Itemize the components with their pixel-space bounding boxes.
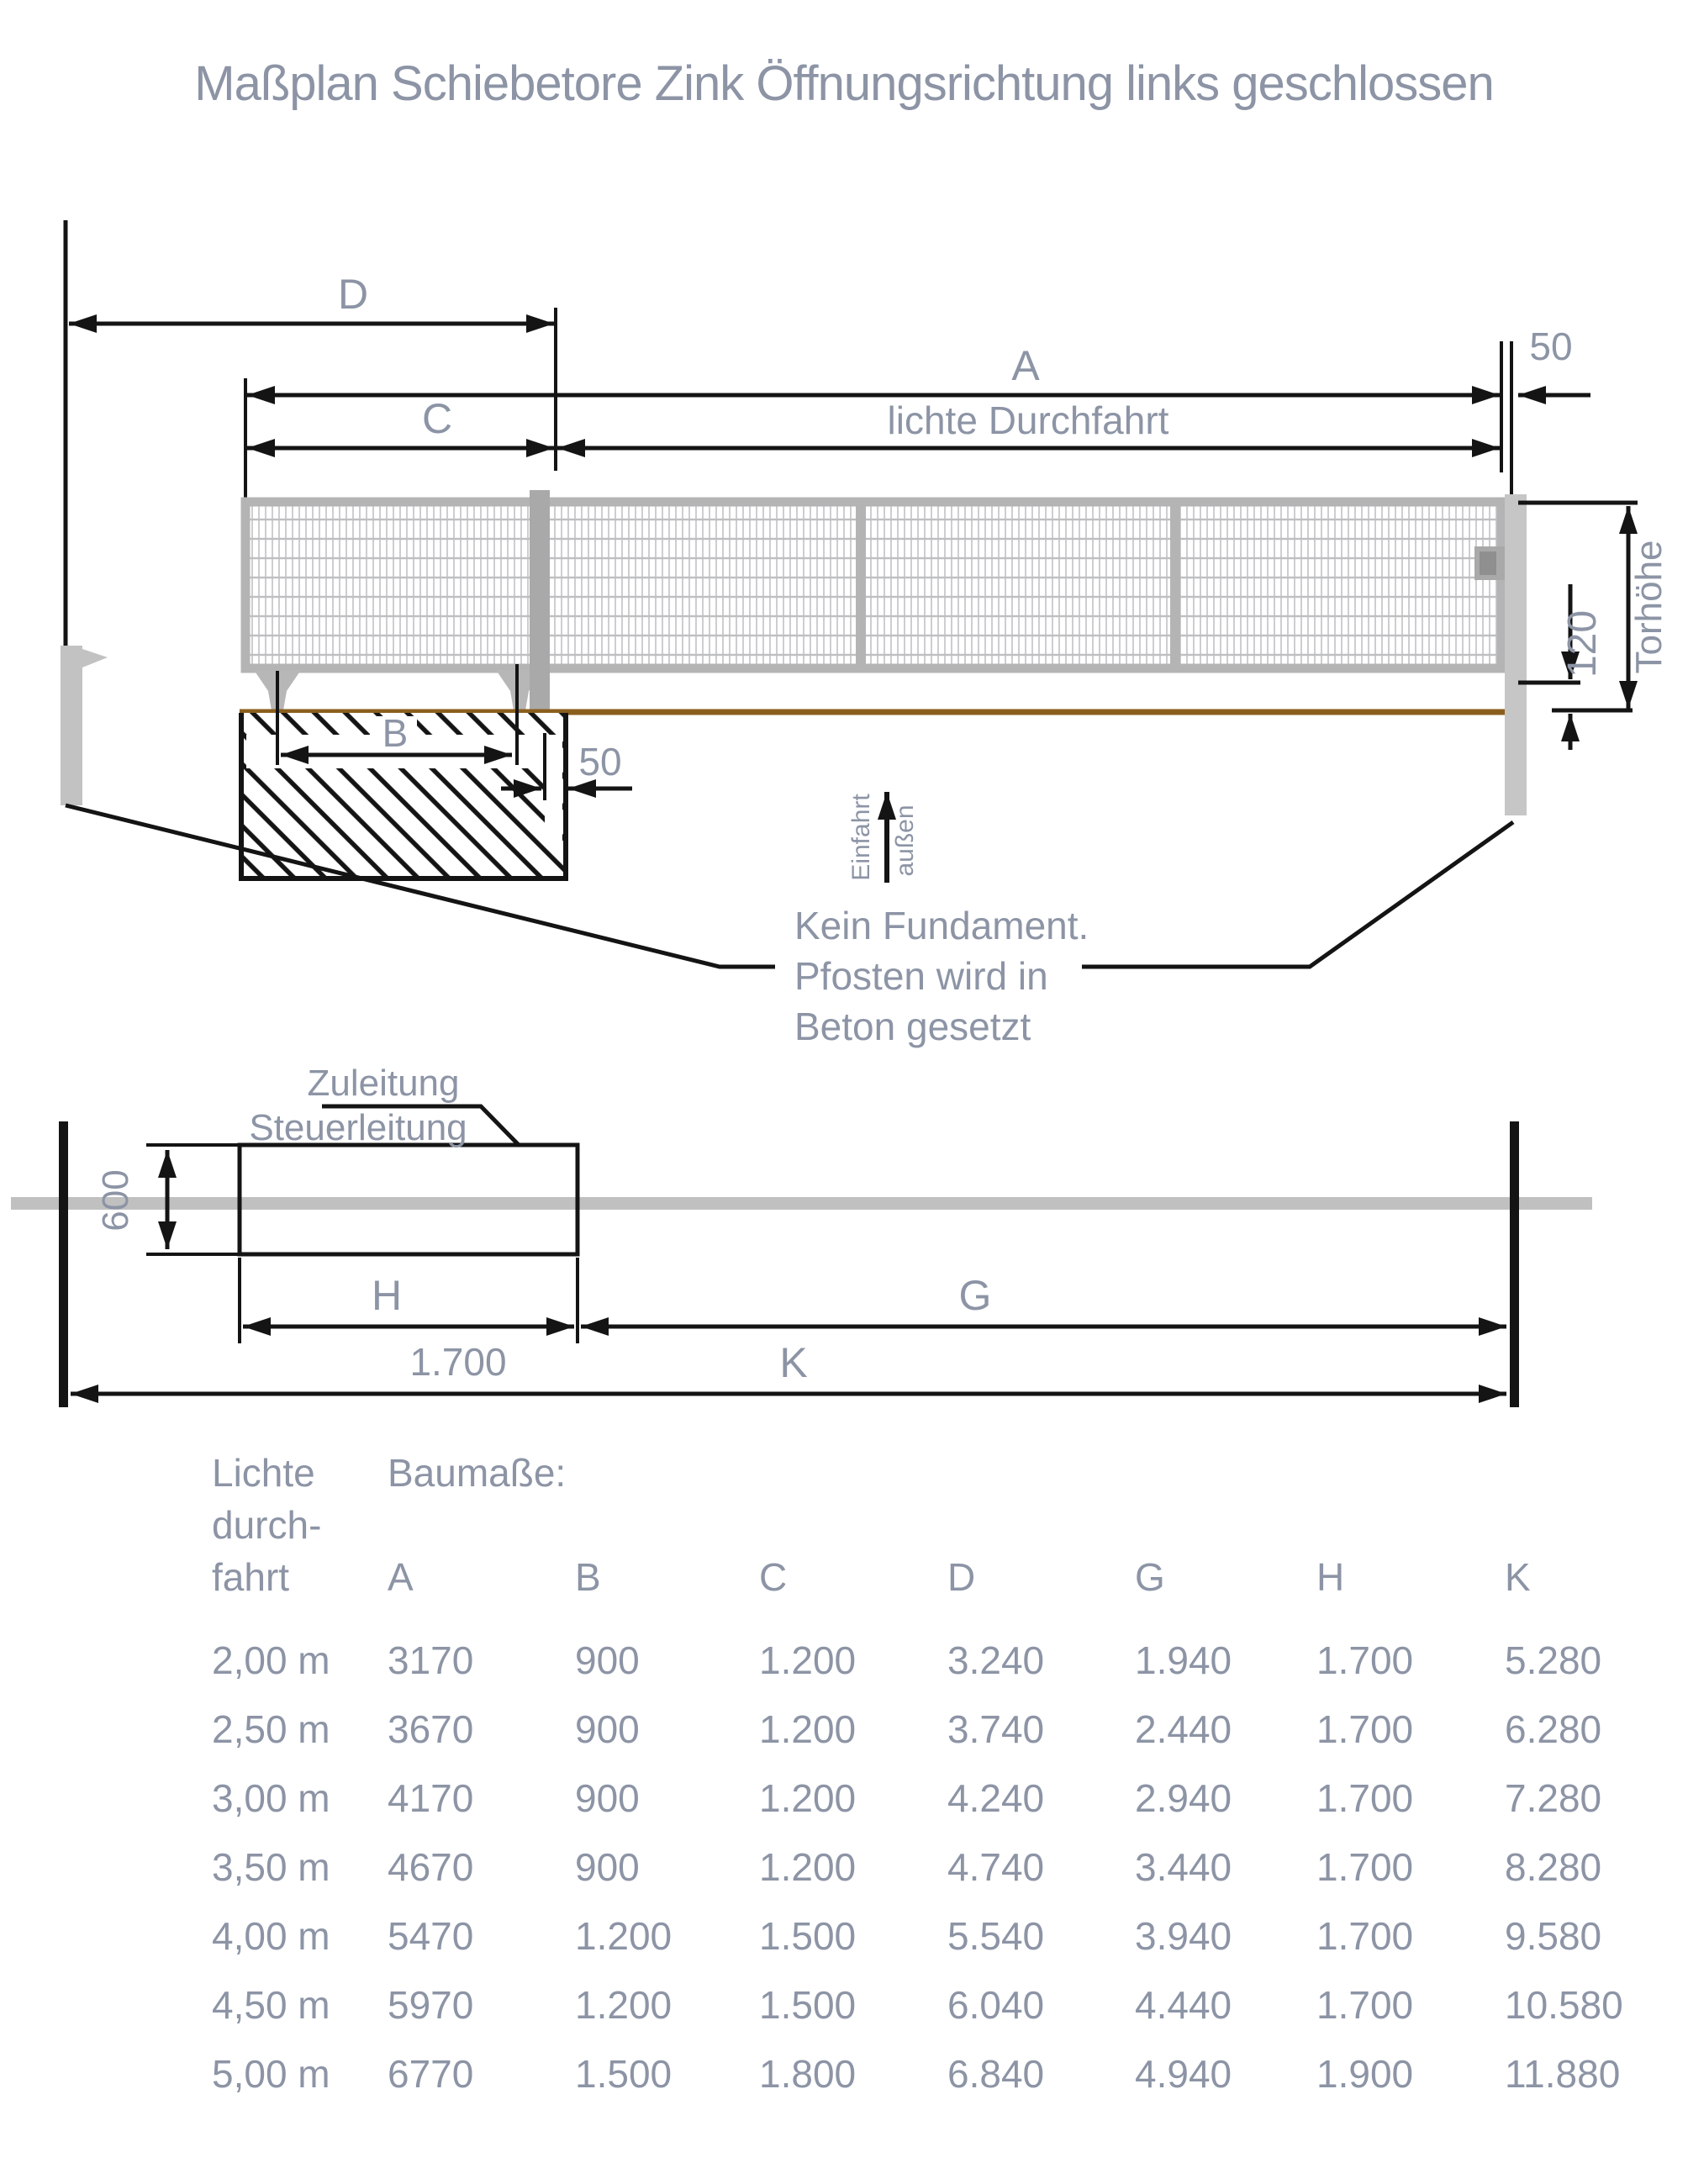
dimension-post-width-50 bbox=[1511, 324, 1590, 494]
plan-view-drawing bbox=[0, 1068, 1688, 1429]
table-cell: 1.500 bbox=[759, 1914, 857, 1958]
note-line-2: Pfosten wird in bbox=[794, 954, 1048, 998]
table-cell: 3,00 m bbox=[212, 1776, 330, 1820]
side-view-drawing bbox=[0, 202, 1688, 1068]
table-cell: 1.200 bbox=[759, 1707, 857, 1751]
einfahrt-label: Einfahrt bbox=[847, 794, 875, 881]
dimension-h bbox=[240, 1258, 578, 1384]
zuleitung-label: Zuleitung bbox=[307, 1068, 460, 1104]
dimension-g bbox=[581, 1272, 1506, 1327]
table-col1-header-line2: durch- bbox=[212, 1503, 322, 1547]
table-col1-header-line1: Lichte bbox=[212, 1451, 315, 1495]
table-cell: 4670 bbox=[388, 1845, 474, 1889]
dim-120-label: 120 bbox=[1560, 609, 1605, 678]
table-cell: 1.900 bbox=[1316, 2052, 1414, 2096]
table-group-header: Baumaße: bbox=[388, 1451, 567, 1495]
table-cell: 1.940 bbox=[1135, 1638, 1232, 1682]
table-cell: 1.700 bbox=[1316, 1638, 1414, 1682]
lichte-durchfahrt-label: lichte Durchfahrt bbox=[887, 398, 1169, 442]
plan-left-post bbox=[59, 1121, 68, 1407]
dim-b-label: B bbox=[382, 711, 409, 755]
dim-edge-gap-label: 50 bbox=[578, 740, 622, 783]
dimension-k bbox=[71, 1339, 1506, 1394]
note-line-1: Kein Fundament. bbox=[794, 904, 1089, 947]
left-boundary-post bbox=[61, 220, 108, 805]
table-cell: 2,50 m bbox=[212, 1707, 330, 1751]
table-cell: 2.940 bbox=[1135, 1776, 1232, 1820]
supply-lines-callout bbox=[249, 1068, 520, 1148]
table-cell: 1.700 bbox=[1316, 1707, 1414, 1751]
table-cell: 8.280 bbox=[1505, 1845, 1602, 1889]
table-cell: 6.040 bbox=[947, 1983, 1045, 2027]
table-cell: 5.280 bbox=[1505, 1638, 1602, 1682]
table-col-k: K bbox=[1505, 1555, 1531, 1599]
table-cell: 5,00 m bbox=[212, 2052, 330, 2096]
table-col-b: B bbox=[575, 1555, 601, 1599]
table-cell: 11.880 bbox=[1505, 2052, 1621, 2096]
table-cell: 1.200 bbox=[759, 1845, 857, 1889]
table-cell: 4.440 bbox=[1135, 1983, 1232, 2027]
dimension-d bbox=[69, 271, 556, 471]
table-cell: 3.240 bbox=[947, 1638, 1045, 1682]
table-col-c: C bbox=[759, 1555, 788, 1599]
table-cell: 900 bbox=[575, 1776, 640, 1820]
table-cell: 1.700 bbox=[1316, 1914, 1414, 1958]
table-cell: 1.700 bbox=[1316, 1845, 1414, 1889]
table-col1-header-line3: fahrt bbox=[212, 1555, 290, 1599]
foundation bbox=[241, 664, 632, 878]
table-cell: 5.540 bbox=[947, 1914, 1045, 1958]
table-cell: 9.580 bbox=[1505, 1914, 1602, 1958]
table-cell: 2,00 m bbox=[212, 1638, 330, 1682]
dim-d-label: D bbox=[337, 271, 369, 318]
gate-right-post bbox=[1505, 494, 1527, 815]
dimension-120 bbox=[1518, 584, 1633, 750]
table-cell: 3.440 bbox=[1135, 1845, 1232, 1889]
table-cell: 6.280 bbox=[1505, 1707, 1602, 1751]
dim-g-label: G bbox=[958, 1272, 992, 1319]
table-cell: 4170 bbox=[388, 1776, 474, 1820]
table-cell: 3170 bbox=[388, 1638, 474, 1682]
table-cell: 3.740 bbox=[947, 1707, 1045, 1751]
table-cell: 1.200 bbox=[575, 1983, 673, 2027]
table-cell: 6770 bbox=[388, 2052, 474, 2096]
table-col-g: G bbox=[1135, 1555, 1165, 1599]
fence-band bbox=[11, 1197, 1592, 1210]
table-cell: 1.500 bbox=[575, 2052, 673, 2096]
dim-c-label: C bbox=[421, 395, 453, 442]
table-col-a: A bbox=[388, 1555, 414, 1599]
table-cell: 2.440 bbox=[1135, 1707, 1232, 1751]
table-cell: 1.700 bbox=[1316, 1776, 1414, 1820]
dim-600-label: 600 bbox=[95, 1169, 136, 1232]
table-cell: 1.800 bbox=[759, 2052, 857, 2096]
table-cell: 7.280 bbox=[1505, 1776, 1602, 1820]
table-cell: 4.240 bbox=[947, 1776, 1045, 1820]
table-col-d: D bbox=[947, 1555, 976, 1599]
plan-right-post bbox=[1510, 1121, 1519, 1407]
table-cell: 1.200 bbox=[759, 1638, 857, 1682]
table-cell: 3.940 bbox=[1135, 1914, 1232, 1958]
page-title: Maßplan Schiebetore Zink Öffnungsrichtung links geschlossen bbox=[194, 56, 1494, 111]
aussen-label: außen bbox=[891, 804, 919, 877]
note-line-3: Beton gesetzt bbox=[794, 1005, 1031, 1048]
table-cell: 4,50 m bbox=[212, 1983, 330, 2027]
table-cell: 3,50 m bbox=[212, 1845, 330, 1889]
gate-mesh-panel bbox=[245, 502, 1501, 668]
dim-h-label: H bbox=[371, 1272, 403, 1319]
dim-post-width-label: 50 bbox=[1529, 324, 1573, 368]
table-cell: 10.580 bbox=[1505, 1983, 1623, 2027]
dim-a-label: A bbox=[1011, 342, 1040, 389]
table-cell: 5470 bbox=[388, 1914, 474, 1958]
table-cell: 4.940 bbox=[1135, 2052, 1232, 2096]
table-cell: 900 bbox=[575, 1638, 640, 1682]
table-cell: 3670 bbox=[388, 1707, 474, 1751]
table-cell: 6.840 bbox=[947, 2052, 1045, 2096]
steuerleitung-label: Steuerleitung bbox=[249, 1107, 467, 1148]
table-cell: 1.200 bbox=[575, 1914, 673, 1958]
table-cell: 1.200 bbox=[759, 1776, 857, 1820]
dim-h-value: 1.700 bbox=[409, 1340, 507, 1384]
table-col-h: H bbox=[1316, 1555, 1345, 1599]
dim-k-label: K bbox=[779, 1339, 808, 1386]
table-cell: 1.700 bbox=[1316, 1983, 1414, 2027]
table-cell: 900 bbox=[575, 1707, 640, 1751]
table-cell: 4,00 m bbox=[212, 1914, 330, 1958]
entrance-direction bbox=[847, 792, 919, 883]
table-cell: 5970 bbox=[388, 1983, 474, 2027]
table-cell: 900 bbox=[575, 1845, 640, 1889]
table-cell: 4.740 bbox=[947, 1845, 1045, 1889]
torhoehe-label: Torhöhe bbox=[1628, 540, 1670, 674]
dimension-c bbox=[247, 395, 554, 448]
dimension-lichte-durchfahrt bbox=[557, 398, 1500, 448]
table-cell: 1.500 bbox=[759, 1983, 857, 2027]
